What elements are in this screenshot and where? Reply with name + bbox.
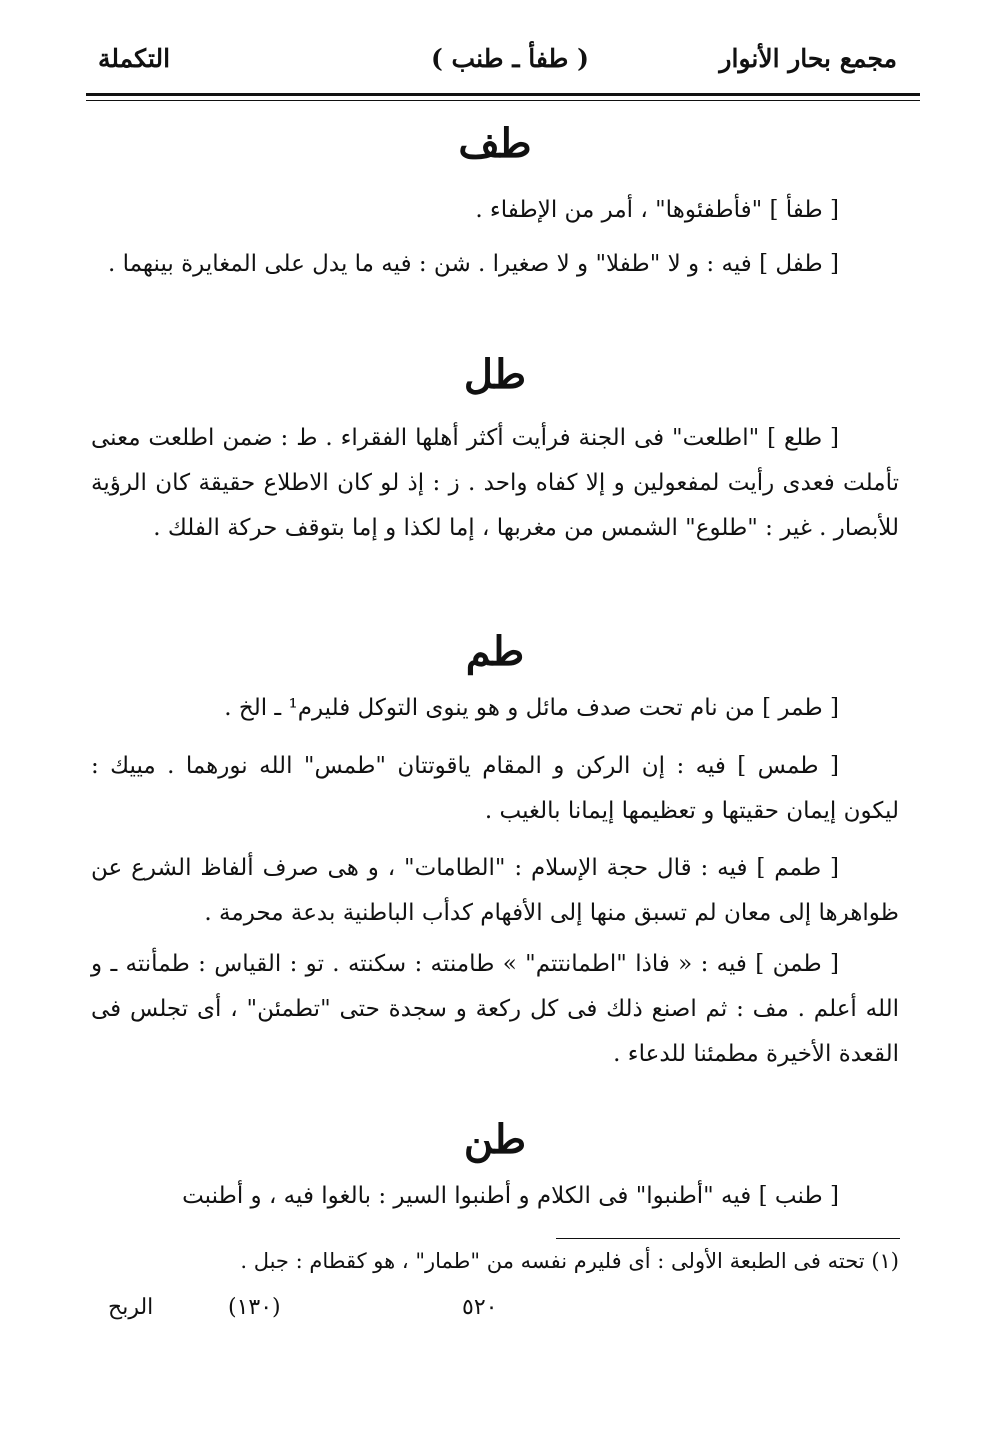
part-number: (١٣٠) [228,1295,281,1320]
entry-paragraph [91,942,899,1077]
page-number: ٥٢٠ [462,1295,498,1320]
entry-paragraph [91,686,899,731]
section-heading: طم [465,628,525,675]
entry-paragraph [91,242,899,287]
entry-text: [ طمر ] من نام تحت صدف مائل و هو ينوى التوكل فليرم¹ ـ الخ . [224,695,839,721]
footnote: (١) تحته فى الطبعة الأولى : أى فليرم نفسه من "طمار" ، هو كقطام : جبل . [240,1249,899,1273]
header-rule-thin [86,100,920,101]
entry-text: [ طمن ] فيه : « فاذا "اطمانتتم" » طامنته : سكنته . تو : القياس : طمأنته ـ و الله أعلم . مف : ثم اصنع ذلك فى كل ركعة و سجدة حتى "تطمئن" ، أى تجلس فى القعدة الأخيرة مطمئنا للدعاء . [91,951,899,1067]
footnote-rule [556,1238,900,1239]
book-title: مجمع بحار الأنوار [719,44,897,73]
entry-text: [ طنب ] فيه "أطنبوا" فى الكلام و أطنبوا السير : بالغوا فيه ، و أطنبت [182,1183,839,1209]
signature-mark: الربح [108,1295,154,1320]
entry-text: [ طلع ] "اطلعت" فى الجنة فرأيت أكثر أهلها الفقراء . ط : ضمن اطلعت معنى تأملت فعدى رأيت لمفعولين و إلا كفاه واحد . ز : إذ لو كان الاطلاع حقيقة كان الرؤية للأبصار . غير : "طلوع" الشمس من مغربها ، إما لكذا و إما بتوقف حركة الفلك . [91,425,899,541]
section-heading: طف [458,120,532,167]
entry-range: ( طفأ ـ طنب ) [431,44,589,73]
entry-paragraph [91,188,899,233]
entry-text: [ طفأ ] "فأطفئوها" ، أمر من الإطفاء . [475,197,839,223]
section-heading: طل [463,351,527,398]
entry-paragraph [91,416,899,551]
entry-paragraph [91,744,899,834]
section-heading: طن [463,1116,527,1163]
entry-text: [ طفل ] فيه : و لا "طفلا" و لا صغيرا . شن : فيه ما يدل على المغايرة بينهما . [107,251,839,277]
entry-paragraph [91,846,899,936]
entry-text: [ طمس ] فيه : إن الركن و المقام ياقوتتان "طمس" الله نورهما . مييك : ليكون إيمان حقيتها و تعظيمها إيمانا بالغيب . [91,753,899,824]
entry-paragraph [91,1174,899,1219]
entry-text: [ طمم ] فيه : قال حجة الإسلام : "الطامات" ، و هى صرف ألفاظ الشرع عن ظواهرها إلى معان لم تسبق منها إلى الأفهام كدأب الباطنية بدعة محرمة . [91,855,899,926]
section-title: التكملة [98,44,171,73]
header-rule-thick [86,93,920,96]
